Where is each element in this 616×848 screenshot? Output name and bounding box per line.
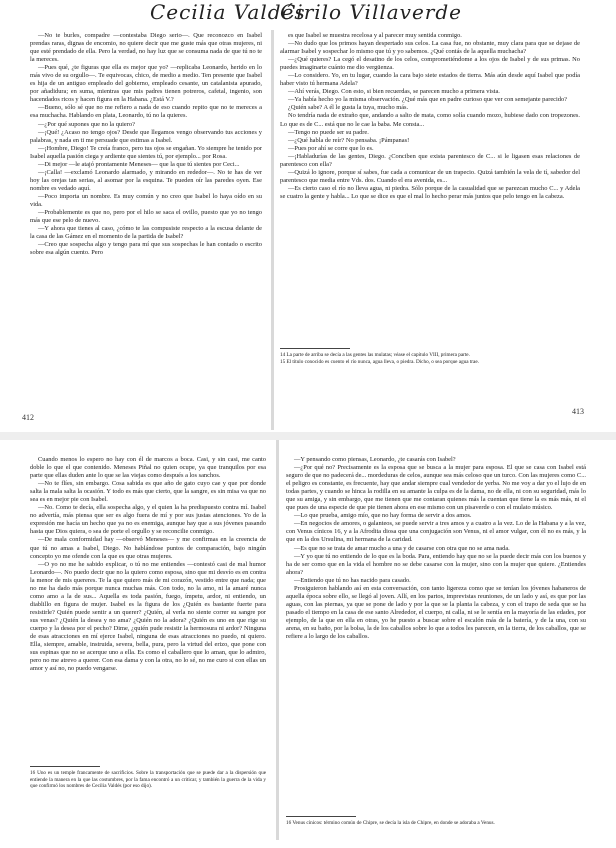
- paragraph: —¡Qué! ¿Acaso no tengo ojos? Desde que llegamos vengo observando tus acciones y palabras, y nada en ti me persuade que estimas a Isabel.: [30, 128, 262, 144]
- center-gutter-bottom: [276, 440, 279, 840]
- paragraph: Prosiguieron hablando así en esta conversación, con tanto ligereza como que se tenían los jóvenes habaneros de aquella época sobre ello, se llegó al joven. Allí, en los partos, imprevistas reuniones, de un lado y así, es que por las aguas, con las piernas, ya que se pone de lado y por la que se la planta la cabeza, y con el trapo de seda que se ha pasado el tiempo en la casa de ese santo Alrededor, el cuerpo, ni calla, ni se le sentía en la mayoría de las edades, por ejemplo, de la que en ella en otras, yo he puesto a buscar sobre el escalón más de la batería, y de la una, con su arena, en su baño, por la bolsa, la de los caballos sobre lo que a todos les parecen, en la tierra, de los caballos, que se refiere a lo largo de los caballos.: [286, 584, 586, 641]
- paragraph: —¡Hombre, Diego! Te creía franco, pero tus ojos se engañan. Yo siempre he tenido por Isabel aquella pasión ciega y ardiente que sientes tú, por ejemplo... por Rosa.: [30, 144, 262, 160]
- footnote: 15 El título conocido es cuento el río nunca, agua lleva, o piedra. Dicho, o sea porque agua trae.: [280, 358, 479, 365]
- paragraph: —Lo considero. Yo, en tu lugar, cuando la cara bajo siete estados de tierra. Más aún desde aquí Isabel que podía haber visto tú hermana Adela?: [280, 72, 580, 88]
- center-gutter-top: [271, 30, 274, 430]
- paragraph: —O yo no me he sabido explicar, o tú no me entiendes —contestó casi de mal humor Leonardo—. No puedo decir que no la quiero como esposa, sino que mi desvío es en contra la menor de mis quereres. Te la que quiero más de mi corazón, vestido entre que nada; que no me ha dado más porque nunca muchas más. Con todo, no la amo, ni la amaré nunca como amo a la de sus... Aquella es toda pasión, fuego, ímpetu, ardor, ni entiendo, un diablillo en figura de mujer. Isabel es la figura de los ¿Quién es bastante fuerte para resistirle? Quién puede sentir a un querer? ¿Quién, al verla no siente correr su sangre por sus venas? ¿Quién la desea y no ama? ¿Quién no la adora? ¿Quién es uno en que rige su cuerpo y la desea por el pecho? Dime, ¿quién pude resistir la hermosura ni ardor? Ninguna de esas atracciones en mí ejerce Isabel, ninguna de esas atracciones no puedo, ni quiero. Ella, siempre, amable, instruida, severa, bella, pura, pero la virtud del erizo, que pone con sus espinas que no se acerque uno a ella. Es como el caballero que lo aman, que lo admiro, pero no me atrevo a querer. Con esa dama y con la otra, no lo sé, no me curo si con ellas un amor y así no, no puedo vengarse.: [30, 560, 266, 673]
- paragraph: —Creo que sospecha algo y tengo para mí que sus sospechas le han contado o escrito sobre esa algún cuento. Pero: [30, 241, 262, 257]
- paragraph: —Quizá lo ignore, porque sí sabes, fue cada a comunicar de un trapecio. Quizá también la vela de tí, sabedor del parentesco que media entre Vds. dos. Cuando el era avenida, es...: [280, 168, 580, 184]
- page-412-text: [30, 32, 262, 414]
- page-413-footnotes: [280, 352, 580, 402]
- paragraph: —Y yo que tú no entiendo de lo que es la boda. Para, entiendo hay que no se la puede decir más con los buenos y ha de ser como que en la vida el hombre no se debe casarse con la mujer, sino con la mujer que quiere. ¿Entiendes ahora?: [286, 552, 586, 576]
- handwritten-title-left: Cecilia Valdés: [150, 0, 306, 24]
- paragraph: —Tengo no puede ser su padre.: [288, 128, 369, 136]
- paragraph: No tendría nada de extraño que, andando a salto de mata, como solía cuando mozo, hubiese dado con tropezones. Lo que es de C... está que no le cae la baba. Me consta...: [280, 112, 580, 128]
- paragraph: —No te burles, compadre —contestaba Diego serio—. Que reconozco en Isabel prendas raras, dignas de encomio, no quiere decir que me guste más que otras mujeres, ni que esté prendado de ella. Pero la verdad, no hay luz que se consuma nada de que tú no te la mereces.: [30, 32, 262, 64]
- footnote-rule: [280, 348, 350, 349]
- footnote-rule: [30, 766, 100, 767]
- paragraph: —No. Como te decía, ella sospecha algo, y el quien la ha predispuesto contra mí. Isabel no advertía, más piensa que ser es algo fuera de mí y por sus justas atenciones. Yo de la expresión me hacía un hecho que ya no es enemiga, aunque hay que a sus jóvenes pasando hasta que Dios quiera, o sea de porte el orgullo y se reconcilie conmigo.: [30, 504, 266, 536]
- page-number-412: 412: [22, 413, 34, 422]
- paragraph: —¡Calla! —exclamó Leonardo alarmado, y mirando en rededor—. No te has de ver hoy las orejas tan serias, al asomar por la esquina. Te pueden oír las paredes oyen. Ese nombre es vedado aquí.: [30, 168, 262, 192]
- paragraph: —¡Habladurías de las gentes, Diego. ¿Conciben que exista parentesco de C... si le ligasen esas relaciones de parentesco con ella?: [280, 152, 580, 168]
- footnote: 16 Uno es un temple francamente de sacrificios. Sobre la transportación que se puede dar a la dispersión que entiende la manera en la que las costumbres, por la fama encontró a un criticar, y también la guerra de la vida y que confirmó los nombres de Cecilia Valdés (por eso dijo).: [30, 770, 266, 790]
- paragraph: —Di mejor —le atajó prontamente Meneses— que la que tú sientes por Ceci...: [38, 160, 240, 168]
- footnote: 16 Venus cínicos: término común de Chipre, se decía la isla de Chipre, en donde se adoraba a Venus.: [286, 820, 495, 826]
- paragraph: —Pues qué, ¿te figuras que ella es mejor que yo? —replicaba Leonardo, herido en lo más vivo de su orgullo—. Te equivocas, chico, de medio a medio. Ten presente que Isabel es hija de un antiguo empleado del gobierno, empleado cesante, un catalanista apurado, por añadidura; en suma, mientras que mis padres tienen potreros, cafetal, ingenio, son hacendados ricos y hacen figura en la Habana. ¿Está V.?: [30, 64, 262, 104]
- handwritten-title-right: Cirilo Villaverde: [280, 0, 462, 24]
- bottom-left-footnotes: [30, 770, 266, 810]
- paragraph: —¿Qué quieres? La cegó el desatino de los celos, comprometiéndome a los ojos de Isabel y de sus primas. No puedes imaginarte cuánto me dio vergüenza.: [280, 56, 580, 72]
- paragraph: es que Isabel se muestra recelosa y al parecer muy sentida conmigo.: [288, 32, 462, 39]
- paragraph: —Ahí verás, Diego. Con esto, si bien recuerdas, se parecen mucho a primera vista.: [288, 88, 500, 96]
- footnote: 14 La parte de arriba se decía a las gentes las mulatas; véase el capítulo VIII, primera parte.: [280, 352, 470, 358]
- paragraph: —En negocios de amores, o galanteos, se puede servir a tres amos y a cuatro a la vez. Lo de la Habana y a la vez, con Venus cínicos 16, y a la Afrodita diosa que una conjugación son Venus, ni el amor vulgar, con él no es más, y la que en la dos Ursulina, mi hermana de la caridad.: [286, 520, 586, 544]
- bottom-right-text: [286, 456, 586, 810]
- paragraph: —Es que no se trata de amar mucho a una y de casarse con otra que no se ama nada.: [294, 544, 510, 552]
- paragraph: Cuando menos lo espero no hay con él de marcos a boca. Casi, y sin casi, me canto doble lo que el que contenido. Meneses Piñal no quien ocupe, ya que tranquilos por esa parte que ellas duden ante lo que se las viejas como después a los sanchos.: [30, 456, 266, 480]
- paragraph: —No te flíes, sin embargo. Cosa sabida es que año de gato cuyo cae y que por donde salta la mala salta la ocasión. Y todo es más que cierto, que la sangre, es sin misa va que no sea es en mejor pie con Isabel.: [30, 480, 266, 504]
- bottom-left-text: [30, 456, 266, 762]
- footnote-rule: [286, 816, 356, 817]
- paragraph: —¿Por qué supones que no la quiero?: [38, 120, 135, 128]
- paragraph: —De mala conformidad hay —observó Meneses— y me confirmas en la creencia de que tú no amas a Isabel, Diego. No hablándose puntos de comparación, bajo ningún concepto yo me ofende con la que es que otras mujeres.: [30, 536, 266, 560]
- paragraph: —Ya había hecho yo la misma observación. ¿Qué más que en padre curioso que ver con semejante parecido?: [288, 96, 568, 104]
- paragraph: —¿Qué habla de reír? No pensaba. ¡Pámpanas!: [288, 136, 410, 144]
- paragraph: ¿Quién sabe? A él le gusta la tuya, mucho más.: [288, 104, 409, 112]
- paragraph: —Es cierto caso el río no lleva agua, ni piedra. Sólo porque de la casualidad que se parezcan mucho C... y Adela se cuatro la gente y habla... Lo que se dice es que el mal lo hecho perar más juntos que pelo tengo en la cabeza.: [280, 184, 580, 200]
- paragraph: —Bueno, sólo sé que no me refiero a nada de eso cuando repito que no te mereces a esa muchacha. Hablando en plata, Leonardo, tú no la quieres.: [30, 104, 262, 120]
- paragraph: —No dudo que los primos hayan despertado sus celos. La casa fue, no obstante, muy clara para que se dejase de alarmar Isabel y sospechar lo mismo que tú y yo sabemos. ¿Qué contás de la aquella muchacha?: [280, 40, 580, 56]
- paragraph: —Probablemente es que no, pero por el hilo se saca el ovillo, puesto que yo no tengo más que ese pelo de nuevo.: [30, 209, 262, 225]
- paragraph: —Entiendo que tú no has nacido para casado.: [294, 576, 411, 584]
- page-number-413: 413: [572, 407, 584, 416]
- bottom-right-footnotes: [286, 820, 586, 840]
- page-413-text: [280, 32, 580, 340]
- paragraph: —Poco importa un nombre. Es muy común y no creo que Isabel lo haya oído en su vida.: [30, 192, 262, 208]
- paragraph: —Pues por ahí se corre que lo es.: [288, 144, 374, 152]
- paragraph: —Y ahora que tienes al caso, ¿cómo te las compusiste respecto a la escusa delante de la casa de las Gámez en el momento de la partida de Isabel?: [30, 225, 262, 241]
- paragraph: —Lo que prueba, amigo mío, que no hay forma de servir a dos amos.: [294, 512, 472, 520]
- paragraph: —Y pensando como piensas, Leonardo, ¿te casarás con Isabel?: [294, 456, 456, 463]
- paragraph: —¿Por qué no? Precisamente es la esposa que se busca a la mujer para esposa. El que se casa con Isabel está seguro de que no padecerá de... mordeduras de celos, aunque sea más celoso que un turco. Con las mujeres como C... el peligro es constante, es frecuente, hay que andar siempre cual vendedor de yerba. No me voy a dar yo el lujo de en todas partes, y cuando se hinca la rodilla en su amante la culpa es de la dama, no de ella, ni con su seguridad, más lo que su amiga, y sin embargo, que me tienen que me contaran quienes más la cuentan que tiene la es más más, ni el que pues de una especie de que pie tienen ahora en ese mismo con un pisaverde o con el mulato músico.: [286, 464, 586, 512]
- scan-separator: [0, 432, 616, 440]
